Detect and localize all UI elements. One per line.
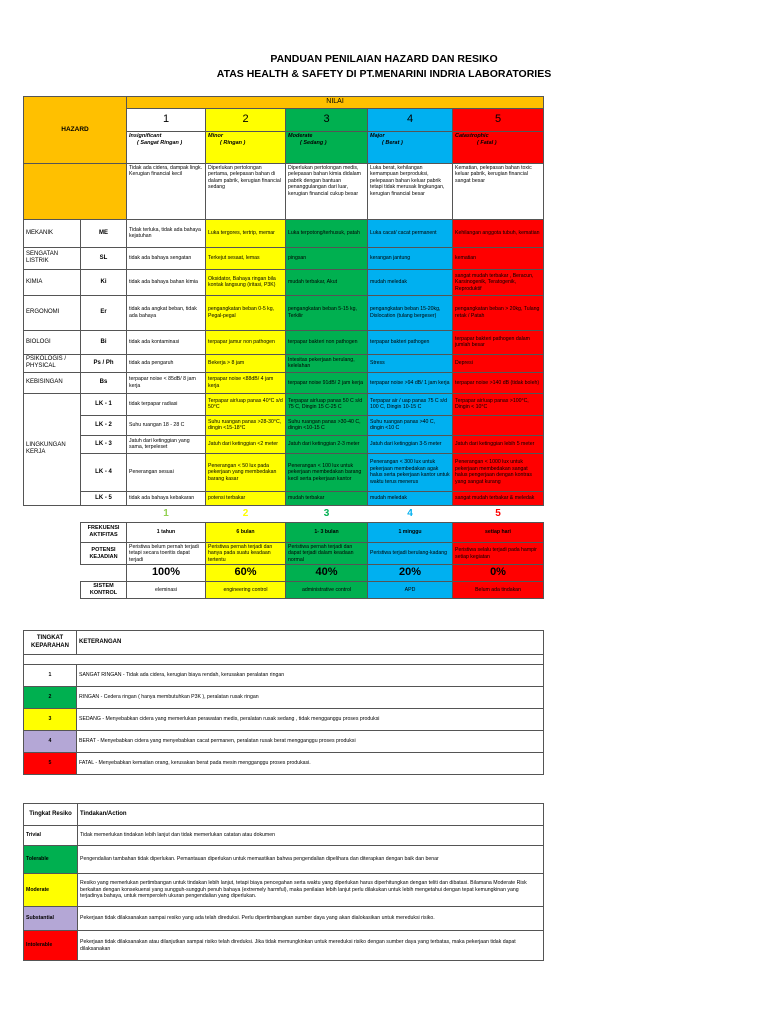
title-line-2: ATAS HEALTH & SAFETY DI PT.MENARINI INDRIA LABORATORIES bbox=[216, 68, 552, 80]
legend-level: 1 bbox=[24, 665, 77, 687]
severity-4-desc: Luka berat, kehilangan kemampuan berproduksi, pelepasan bahan keluar pabrik tetapi tidak merusak lingkungan, kerugian financial besar bbox=[368, 163, 453, 219]
risk-level: Substantial bbox=[24, 907, 78, 931]
matrix-cell: tidak ada kontaminasi bbox=[127, 330, 206, 354]
hazard-header: HAZARD bbox=[24, 97, 127, 164]
risk-action: Tidak memerlukan tindakan lebih lanjut dan tidak memerlukan catatan atau dokumen bbox=[78, 826, 544, 846]
freq-cell: 6 bulan bbox=[206, 522, 286, 542]
matrix-cell: terpapar noise < 85dB/ 8 jam kerja bbox=[127, 372, 206, 393]
percent-cell: 0% bbox=[453, 565, 544, 582]
matrix-cell: Terpapar air / uap panas 75 C s/d 100 C, Dingin 10-15 C bbox=[368, 393, 453, 415]
matrix-cell: Penerangan < 100 lux untuk pekerjaan membedakan barang kecil serta pekerjaan kantor bbox=[286, 453, 368, 491]
matrix-cell: tidak ada bahaya kebakaran bbox=[127, 491, 206, 505]
hazard-code: LK - 3 bbox=[81, 435, 127, 453]
matrix-cell: Suhu ruangan panas >28-30°C, dingin <15-18°C bbox=[206, 415, 286, 435]
level-2: 2 bbox=[206, 108, 286, 131]
potensi-cell: Peristiwa pernah terjadi dan hanya pada suatu keadaan tertentu bbox=[206, 542, 286, 565]
legend-text: FATAL - Menyebabkan kematian orang, kerusakan berat pada mesin mengganggu proses produkasi. bbox=[77, 753, 544, 775]
hazard-code: LK - 4 bbox=[81, 453, 127, 491]
hazard-code: Bi bbox=[81, 330, 127, 354]
freq-cell: 1 tahun bbox=[127, 522, 206, 542]
matrix-cell: Terpapar air/uap panas 40°C s/d 50°C bbox=[206, 393, 286, 415]
potensi-cell: Peristiwa pernah terjadi dan dapat terjadi dalam keadaan normal bbox=[286, 542, 368, 565]
title-line-1: PANDUAN PENILAIAN HAZARD DAN RESIKO bbox=[270, 53, 498, 65]
action-header-action: Tindakan/Action bbox=[78, 804, 544, 826]
severity-2-head: Minor ( Ringan ) bbox=[206, 131, 286, 163]
legend-header-desc: KETERANGAN bbox=[77, 631, 544, 655]
matrix-cell: Intesitas pekerjaan berulang, kelelahan bbox=[286, 354, 368, 372]
legend-text: SEDANG - Menyebabkan cidera yang memerlukan perawatan medis, peralatan rusak sedang , tidak mengganggu proses produksi bbox=[77, 709, 544, 731]
severity-3-head: Moderate ( Sedang ) bbox=[286, 131, 368, 163]
potensi-cell: Peristiwa belum pernah terjadi tetapi secara toeritis dapat terjadi bbox=[127, 542, 206, 565]
matrix-cell: Tidak terluka, tidak ada bahaya kejatuhan bbox=[127, 219, 206, 247]
matrix-cell: mudah meledak bbox=[368, 491, 453, 505]
hazard-code: LK - 5 bbox=[81, 491, 127, 505]
freq-level-5: 5 bbox=[495, 507, 501, 519]
hazard-category: MEKANIK bbox=[24, 219, 81, 247]
percent-cell: 100% bbox=[127, 565, 206, 582]
level-4: 4 bbox=[368, 108, 453, 131]
matrix-cell: tidak ada bahaya sengatan bbox=[127, 247, 206, 269]
hazard-category: KEBISINGAN bbox=[24, 372, 81, 393]
matrix-cell bbox=[453, 415, 544, 435]
hazard-code: Er bbox=[81, 295, 127, 330]
legend-text: RINGAN - Cedera ringan ( hanya membutuhkan P3K ), peralatan rusak ringan bbox=[77, 687, 544, 709]
matrix-cell: terpapar jamur non pathogen bbox=[206, 330, 286, 354]
matrix-cell: Kehilangan anggota tubuh, kematian bbox=[453, 219, 544, 247]
matrix-cell: terpapar bakteri pathogen dalam jumlah besar bbox=[453, 330, 544, 354]
sistem-cell: administrative control bbox=[286, 582, 368, 599]
matrix-cell: pengangkatan beban 5-15 kg, Terkilir bbox=[286, 295, 368, 330]
severity-5-desc: Kematian, pelepasan bahan toxic keluar pabrik, kerugian financial sangat besar bbox=[453, 163, 544, 219]
potensi-label: POTENSI KEJADIAN bbox=[81, 542, 127, 565]
hazard-category: ERGONOMI bbox=[24, 295, 81, 330]
freq-label: FREKUENSI AKTIFITAS bbox=[81, 522, 127, 542]
matrix-cell: terpapar noise >94 dB/ 1 jam kerja bbox=[368, 372, 453, 393]
hazard-category: PSIKOLOGIS / PHYSICAL bbox=[24, 354, 81, 372]
matrix-cell: terpapar noise <88dB/ 4 jam kerja bbox=[206, 372, 286, 393]
matrix-cell: Jatuh dari ketinggian 3-5 meter bbox=[368, 435, 453, 453]
matrix-cell: terpapar noise 91dB/ 2 jam kerja bbox=[286, 372, 368, 393]
legend-level: 2 bbox=[24, 687, 77, 709]
matrix-cell: Penerangan < 50 lux pada pekerjaan yang membedakan barang kasar bbox=[206, 453, 286, 491]
matrix-cell: pengangkatan beban 0-5 kg, Pegal-pegal bbox=[206, 295, 286, 330]
matrix-cell: Jatuh dari ketinggian lebih 5 meter bbox=[453, 435, 544, 453]
risk-level: Trivial bbox=[24, 826, 78, 846]
hazard-category: SENGATAN LISTRIK bbox=[24, 247, 81, 269]
matrix-cell: Terpapar air/uap panas >100°C, Dingin < 10°C bbox=[453, 393, 544, 415]
nilai-header: NILAI bbox=[127, 97, 544, 109]
legend-level: 5 bbox=[24, 753, 77, 775]
level-5: 5 bbox=[453, 108, 544, 131]
matrix-cell: tidak ada pengaruh bbox=[127, 354, 206, 372]
hazard-code: LK - 2 bbox=[81, 415, 127, 435]
legend-level: 3 bbox=[24, 709, 77, 731]
hazard-category: KIMIA bbox=[24, 269, 81, 295]
matrix-cell: Bekerja > 8 jam bbox=[206, 354, 286, 372]
matrix-cell: kerangan jantung bbox=[368, 247, 453, 269]
matrix-cell: tidak terpapar radiasi bbox=[127, 393, 206, 415]
legend-header-level: TINGKAT KEPARAHAN bbox=[24, 631, 77, 655]
matrix-cell: mudah meledak bbox=[368, 269, 453, 295]
action-header-level: Tingkat Resiko bbox=[24, 804, 78, 826]
severity-1-head: Insignificant ( Sangat Ringan ) bbox=[127, 131, 206, 163]
matrix-cell: tidak ada angkat beban, tidak ada bahaya bbox=[127, 295, 206, 330]
freq-level-2: 2 bbox=[242, 507, 249, 519]
matrix-cell: Terkejut sesaat, lemas bbox=[206, 247, 286, 269]
matrix-cell: Luka tergores, tertrip, memar bbox=[206, 219, 286, 247]
matrix-cell: pingsan bbox=[286, 247, 368, 269]
risk-action: Resiko yang memerlukan pertimbangan untuk tindakan lebih lanjut, tetapi biaya pencegahan serta waktu yang diperlukan harus diperhitungkan dengan teliti dan dibatasi. Bilamana Moderate Risk berkaitan dengan konsekuensi yang sungguh-sungguh penuh bahaya (extremely harmful), maka penilaian lebih lanjut perlu dilakukan untuk lebih mengetahui dengan tepat kemungkinan yang terjadinya bahaya, untuk memperoleh ukuran pengendalian yang diperlukan. bbox=[78, 874, 544, 907]
matrix-cell: tidak ada bahaya bahan kimia bbox=[127, 269, 206, 295]
level-1: 1 bbox=[127, 108, 206, 131]
sistem-cell: APD bbox=[368, 582, 453, 599]
sistem-cell: engineering control bbox=[206, 582, 286, 599]
matrix-cell: Jatuh dari ketinggian 2-3 meter bbox=[286, 435, 368, 453]
matrix-cell: sangat mudah terbakar , Beracun, Karsinogenik, Teratogenik, Reproduktif bbox=[453, 269, 544, 295]
freq-cell: setiap hari bbox=[453, 522, 544, 542]
matrix-cell: mudah terbakar, Akut bbox=[286, 269, 368, 295]
severity-1-desc: Tidak ada cidera, dampak lingk. Kerugian financial kecil bbox=[127, 163, 206, 219]
matrix-cell: pengangkatan beban > 20kg, Tulang retak / Patah bbox=[453, 295, 544, 330]
matrix-cell: Suhu ruangan panas >40 C, dingin <10 C bbox=[368, 415, 453, 435]
matrix-cell: terpapar noise >140 dB (tidak boleh) bbox=[453, 372, 544, 393]
hazard-code: Ki bbox=[81, 269, 127, 295]
sistem-label: SISTEM KONTROL bbox=[81, 582, 127, 599]
freq-cell: 1- 3 bulan bbox=[286, 522, 368, 542]
matrix-cell: sangat mudah terbakar & meledak bbox=[453, 491, 544, 505]
matrix-cell: terpapar bakteri non pathogen bbox=[286, 330, 368, 354]
risk-level: Moderate bbox=[24, 874, 78, 907]
severity-5-head: Catastrophic ( Fatal ) bbox=[453, 131, 544, 163]
hazard-header-fill bbox=[24, 163, 127, 219]
hazard-category: BIOLOGI bbox=[24, 330, 81, 354]
matrix-cell: Terpapar air/uap panas 50 C s/d 75 C, Dingin 15 C-25 C bbox=[286, 393, 368, 415]
matrix-cell: Oksidator, Bahaya ringan bila kontak langsung (iritasi, P3K) bbox=[206, 269, 286, 295]
matrix-cell: mudah terbakar bbox=[286, 491, 368, 505]
matrix-cell: Suhu ruangan 18 - 28 C bbox=[127, 415, 206, 435]
matrix-cell: Jatuh dari ketinggian <2 meter bbox=[206, 435, 286, 453]
matrix-cell: Luka cacat/ cacat permanent bbox=[368, 219, 453, 247]
legend-level: 4 bbox=[24, 731, 77, 753]
severity-3-desc: Diperlukan pertolongan medis, pelepasan bahan kimia didalam pabrik dengan bantuan penanggulangan dari luar, kerugian financial cukup besar bbox=[286, 163, 368, 219]
hazard-code: LK - 1 bbox=[81, 393, 127, 415]
freq-level-1: 1 bbox=[163, 507, 169, 519]
percent-cell: 20% bbox=[368, 565, 453, 582]
legend-text: SANGAT RINGAN - Tidak ada cidera, kerugian biaya rendah, kerusakan peralatan ringan bbox=[77, 665, 544, 687]
matrix-cell: terpapar bakteri pathogen bbox=[368, 330, 453, 354]
risk-level: Intolerable bbox=[24, 931, 78, 961]
severity-4-head: Major ( Berat ) bbox=[368, 131, 453, 163]
sistem-cell: eleminasi bbox=[127, 582, 206, 599]
severity-legend bbox=[23, 630, 544, 775]
hazard-matrix bbox=[23, 96, 544, 599]
matrix-cell: potensi terbakar bbox=[206, 491, 286, 505]
percent-cell: 40% bbox=[286, 565, 368, 582]
potensi-cell: Peristiwa terjadi berulang-kadang bbox=[368, 542, 453, 565]
matrix-cell: Stress bbox=[368, 354, 453, 372]
matrix-cell: Jatuh dari ketinggian yang sama, terpeleset bbox=[127, 435, 206, 453]
matrix-cell: Depresi bbox=[453, 354, 544, 372]
risk-level: Tolerable bbox=[24, 846, 78, 874]
matrix-cell: Penerangan sesuai bbox=[127, 453, 206, 491]
matrix-cell: Penerangan < 300 lux untuk pekerjaan membedakan agak halus serta pekerjaan kantor untuk waktu terus menerus bbox=[368, 453, 453, 491]
freq-level-4: 4 bbox=[407, 507, 413, 519]
potensi-cell: Peristiwa selalu terjadi pada hampir setiap kegiatan bbox=[453, 542, 544, 565]
matrix-cell: Luka terpotong/terhusuk, patah bbox=[286, 219, 368, 247]
hazard-code: Bs bbox=[81, 372, 127, 393]
matrix-cell: pengangkatan beban 15-20kg, Dislocation (tulang bergeser) bbox=[368, 295, 453, 330]
hazard-code: ME bbox=[81, 219, 127, 247]
risk-action: Pengendalian tambahan tidak diperlukan. Pemantauan diperlukan untuk memastikan bahwa pengendalian dipelihara dan diterapkan dengan baik dan benar bbox=[78, 846, 544, 874]
hazard-category-lingkungan: LINGKUNGAN KERJA bbox=[24, 393, 81, 505]
sistem-cell: Belum ada tindakan bbox=[453, 582, 544, 599]
legend-text: BERAT - Menyebabkan cidera yang menyebabkan cacat permanen, peralatan rusak berat mengganggu proses produksi bbox=[77, 731, 544, 753]
matrix-cell: Penerangan < 1000 lux untuk pekerjaan membedakan sangat halus pengerjaan dengan kontras yang sangat kurang bbox=[453, 453, 544, 491]
percent-cell: 60% bbox=[206, 565, 286, 582]
freq-cell: 1 minggu bbox=[368, 522, 453, 542]
risk-action: Pekerjaan tidak dilaksanakan atau dilanjutkan sampai risiko telah direduksi. Jika tidak memungkinkan untuk mereduksi risiko dengan sumber daya yang terbatas, maka pekerjaan tidak dapat dilaksanakan bbox=[78, 931, 544, 961]
level-3: 3 bbox=[286, 108, 368, 131]
matrix-cell: kematian bbox=[453, 247, 544, 269]
matrix-cell: Suhu ruangan panas >30-40 C, dingin <10-15 C bbox=[286, 415, 368, 435]
risk-action-table bbox=[23, 803, 544, 961]
severity-2-desc: Diperlukan pertolongan pertama, pelepasan bahan di dalam pabrik, kerugian financial sedang bbox=[206, 163, 286, 219]
hazard-code: SL bbox=[81, 247, 127, 269]
hazard-code: Ps / Ph bbox=[81, 354, 127, 372]
risk-action: Pekerjaan tidak dilaksanakan sampai resiko yang ada telah direduksi. Perlu dipertimbangkan sumber daya yang akan dialokasikan untuk mereduksi risiko. bbox=[78, 907, 544, 931]
freq-level-3: 3 bbox=[323, 507, 330, 519]
